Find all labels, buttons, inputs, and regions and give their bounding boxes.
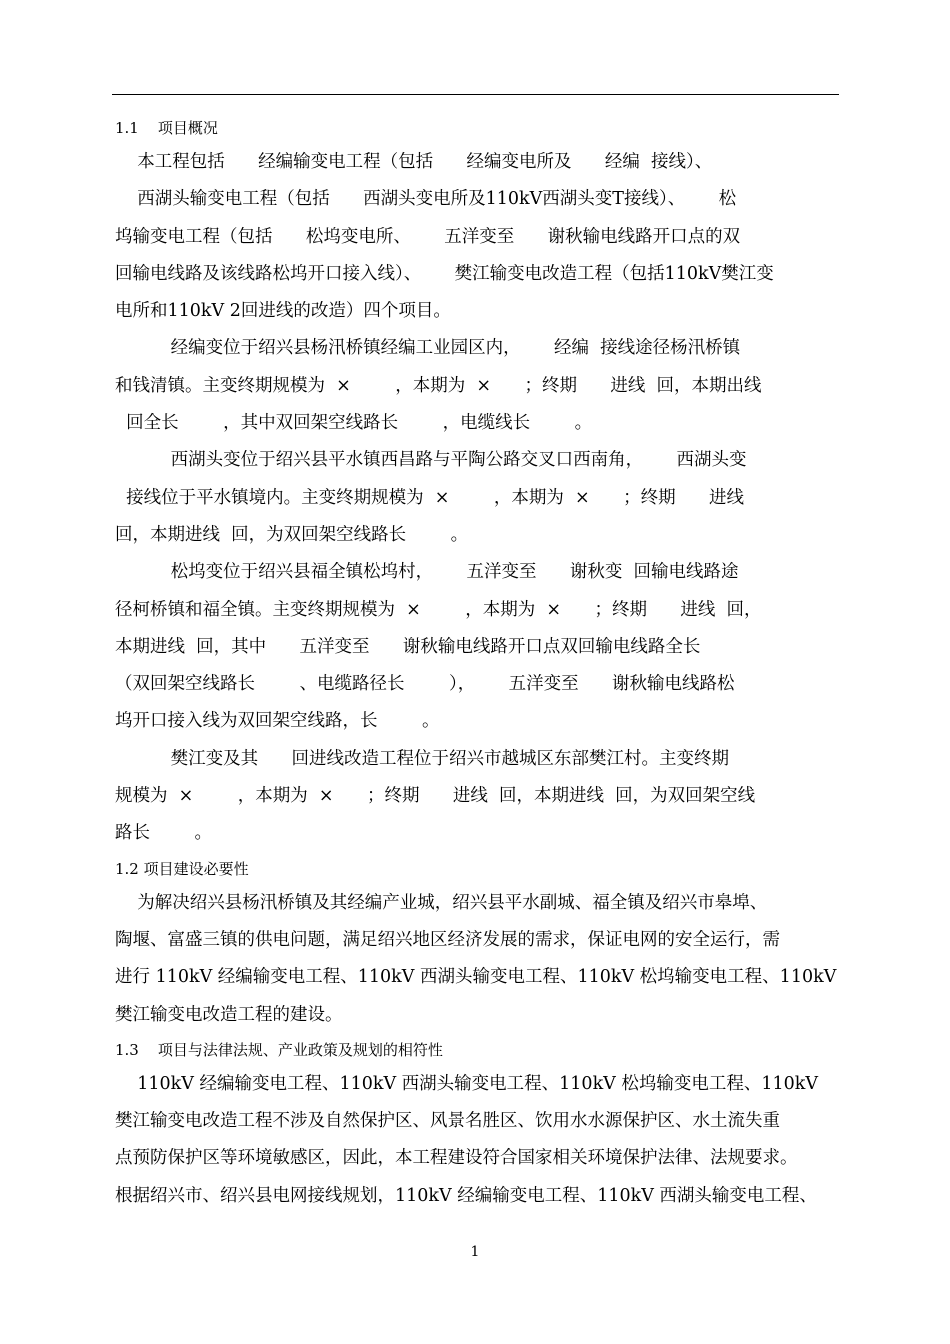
- text-line: 樊江输变电改造工程不涉及自然保护区、风景名胜区、饮用水水源保护区、水土流失重: [115, 1111, 780, 1132]
- text-line: 本期进线 回，其中 五洋变至 谢秋输电线路开口点双回输电线路全长: [115, 636, 701, 657]
- text-line: 樊江变及其 回进线改造工程位于绍兴市越城区东部樊江村。主变终期: [115, 748, 730, 769]
- text-line: 樊江输变电改造工程的建设。: [115, 1004, 343, 1025]
- text-line: 坞开口接入线为双回架空线路，长 。: [115, 711, 440, 732]
- text-line: 根据绍兴市、绍兴县电网接线规划，110kV 经编输变电工程、110kV 西湖头输变电工程、: [115, 1185, 817, 1206]
- text-line: 路长 。: [115, 823, 213, 844]
- text-line: 规模为 × ，本期为 × ；终期 进线 回，本期进线 回，为双回架空线: [115, 786, 756, 807]
- text-line: 松坞变位于绍兴县福全镇松坞村， 五洋变至 谢秋变 回输电线路途: [115, 562, 739, 583]
- section-heading-1-2: 1.2 项目建设必要性: [115, 859, 249, 878]
- text-line: 坞输变电工程（包括 松坞变电所、 五洋变至 谢秋输电线路开口点的双: [115, 226, 741, 247]
- text-line: 西湖头输变电工程（包括 西湖头变电所及110kV西湖头变T接线）、 松: [115, 189, 737, 210]
- text-line: 和钱清镇。主变终期规模为 × ，本期为 × ；终期 进线 回，本期出线: [115, 375, 762, 396]
- text-line: 陶堰、富盛三镇的供电问题，满足绍兴地区经济发展的需求，保证电网的安全运行，需: [115, 929, 780, 950]
- text-line: 回输电线路及该线路松坞开口接入线）、 樊江输变电改造工程（包括110kV樊江变: [115, 263, 774, 284]
- paragraph-1-1-a: [115, 144, 839, 330]
- text-line: 为解决绍兴县杨汛桥镇及其经编产业城，绍兴县平水副城、福全镇及绍兴市皋埠、: [115, 892, 768, 913]
- document-body: [115, 112, 839, 1215]
- text-line: 西湖头变位于绍兴县平水镇西昌路与平陶公路交叉口西南角， 西湖头变: [115, 450, 747, 471]
- text-line: 回，本期进线 回，为双回架空线路长 。: [115, 524, 469, 545]
- text-line: 接线位于平水镇境内。主变终期规模为 × ，本期为 × ；终期 进线: [115, 487, 744, 508]
- text-line: 本工程包括 经编输变电工程（包括 经编变电所及 经编 接线）、: [115, 152, 713, 172]
- paragraph-1-3: [115, 1066, 839, 1215]
- text-line: 经编变位于绍兴县杨汛桥镇经编工业园区内， 经编 接线途径杨汛桥镇: [115, 338, 741, 359]
- text-line: 点预防保护区等环境敏感区，因此，本工程建设符合国家相关环境保护法律、法规要求。: [115, 1148, 798, 1169]
- header-rule: [112, 94, 839, 95]
- text-line: 110kV 经编输变电工程、110kV 西湖头输变电工程、110kV 松坞输变电工程、110kV: [115, 1073, 819, 1094]
- section-heading-1-3: 1.3 项目与法律法规、产业政策及规划的相符性: [115, 1040, 443, 1059]
- paragraph-1-1-d: [115, 554, 839, 740]
- page-number: 1: [470, 1244, 480, 1260]
- section-heading-1-1: 1.1 项目概况: [115, 119, 218, 137]
- paragraph-1-1-c: [115, 442, 839, 554]
- text-line: 径柯桥镇和福全镇。主变终期规模为 × ，本期为 × ；终期 进线 回，: [115, 599, 762, 620]
- text-line: 回全长 ，其中双回架空线路长 ，电缆线长 。: [115, 413, 593, 434]
- paragraph-1-1-e: [115, 741, 839, 853]
- text-line: （双回架空线路长 、电缆路径长 ）， 五洋变至 谢秋输电线路松: [115, 674, 735, 695]
- text-line: 进行 110kV 经编输变电工程、110kV 西湖头输变电工程、110kV 松坞输变电工程、110kV: [115, 967, 837, 988]
- paragraph-1-2: [115, 885, 839, 1034]
- paragraph-1-1-b: [115, 330, 839, 442]
- text-line: 电所和110kV 2回进线的改造）四个项目。: [115, 301, 451, 322]
